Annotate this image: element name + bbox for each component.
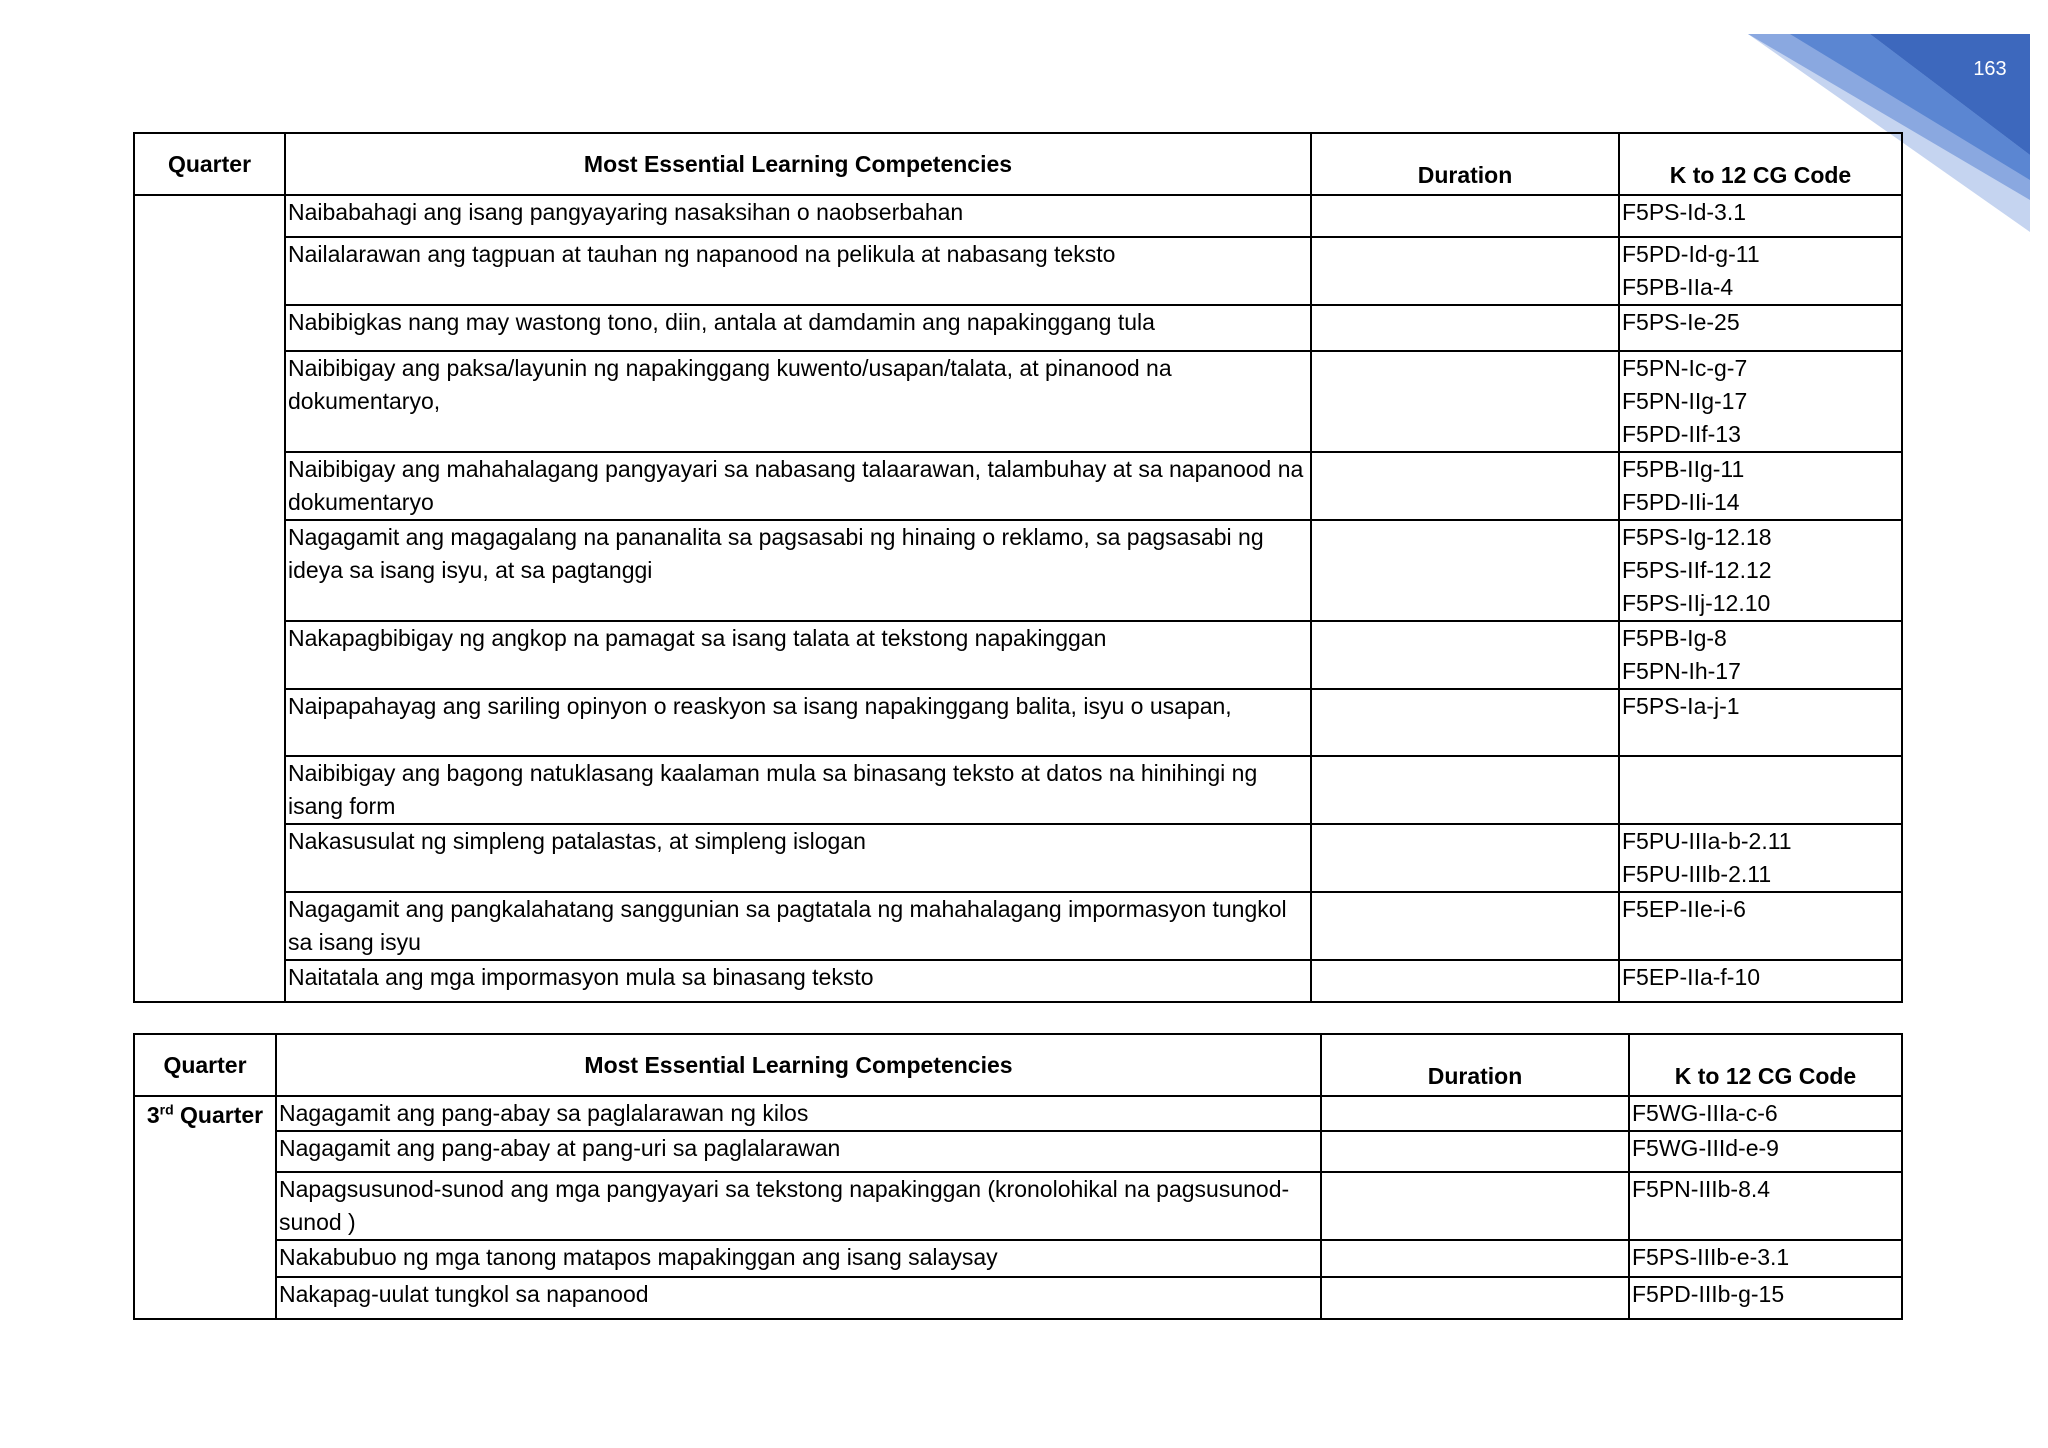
cg-code: F5PS-Ie-25 — [1622, 309, 1740, 335]
duration-cell — [1321, 1172, 1629, 1240]
table-row — [134, 1131, 1902, 1172]
table-row — [134, 520, 1902, 621]
table-row — [134, 351, 1902, 452]
duration-cell — [1311, 452, 1619, 520]
code-cell — [1619, 824, 1902, 892]
cg-code: F5PS-Ig-12.18 — [1622, 524, 1772, 550]
table-row — [134, 960, 1902, 1002]
competency-cell: Nagagamit ang pang-abay at pang-uri sa paglalarawan — [276, 1131, 1321, 1172]
table-row — [134, 1240, 1902, 1277]
duration-cell — [1311, 689, 1619, 756]
table-row — [134, 756, 1902, 824]
competency-cell: Naibibigay ang mahahalagang pangyayari sa nabasang talaarawan, talambuhay at sa napanood na dokumentaryo — [285, 452, 1311, 520]
cg-code: F5PU-IIIb-2.11 — [1622, 861, 1772, 887]
table-row — [134, 824, 1902, 892]
duration-cell — [1311, 621, 1619, 689]
cg-code: F5PS-IIf-12.12 — [1622, 557, 1772, 583]
table-row — [134, 195, 1902, 237]
cg-code: F5PD-Id-g-11 — [1622, 241, 1760, 267]
header-duration: Duration — [1321, 1034, 1629, 1096]
code-cell — [1619, 305, 1902, 351]
competency-cell: Nakabubuo ng mga tanong matapos mapakinggan ang isang salaysay — [276, 1240, 1321, 1277]
cg-code: F5PD-IIIb-g-15 — [1632, 1281, 1785, 1307]
code-cell — [1619, 520, 1902, 621]
duration-cell — [1311, 195, 1619, 237]
header-duration: Duration — [1311, 133, 1619, 195]
duration-cell — [1321, 1277, 1629, 1319]
cg-code: F5PS-IIj-12.10 — [1622, 590, 1771, 616]
code-cell — [1629, 1240, 1902, 1277]
cg-code: F5PS-Ia-j-1 — [1622, 693, 1740, 719]
quarter-cell — [134, 195, 285, 1002]
code-cell — [1619, 621, 1902, 689]
competency-cell: Nagagamit ang magagalang na pananalita sa pagsasabi ng hinaing o reklamo, sa pagsasabi ng ideya sa isang isyu, at sa pagtanggi — [285, 520, 1311, 621]
table-row — [134, 1172, 1902, 1240]
competency-cell: Naibibigay ang paksa/layunin ng napakinggang kuwento/usapan/talata, at pinanood na dokumentaryo, — [285, 351, 1311, 452]
competency-cell: Naibabahagi ang isang pangyayaring nasaksihan o naobserbahan — [285, 195, 1311, 237]
competency-cell: Nabibigkas nang may wastong tono, diin, antala at damdamin ang napakinggang tula — [285, 305, 1311, 351]
competency-cell: Nakapagbibigay ng angkop na pamagat sa isang talata at tekstong napakinggan — [285, 621, 1311, 689]
duration-cell — [1311, 520, 1619, 621]
competency-cell: Nagagamit ang pang-abay sa paglalarawan ng kilos — [276, 1096, 1321, 1131]
table-row — [134, 452, 1902, 520]
competency-cell: Naibibigay ang bagong natuklasang kaalaman mula sa binasang teksto at datos na hinihingi ng isang form — [285, 756, 1311, 824]
competency-cell: Naipapahayag ang sariling opinyon o reaskyon sa isang napakinggang balita, isyu o usapan, — [285, 689, 1311, 756]
table-row — [134, 892, 1902, 960]
cg-code: F5WG-IIIa-c-6 — [1632, 1100, 1778, 1126]
code-cell — [1619, 452, 1902, 520]
duration-cell — [1321, 1131, 1629, 1172]
code-cell — [1629, 1277, 1902, 1319]
duration-cell — [1311, 892, 1619, 960]
quarter-cell — [134, 1096, 276, 1319]
code-cell — [1619, 195, 1902, 237]
quarter-ordinal-suffix: rd — [159, 1101, 174, 1118]
duration-cell — [1311, 351, 1619, 452]
table-header-row — [134, 1034, 1902, 1096]
header-competencies: Most Essential Learning Competencies — [285, 133, 1311, 195]
cg-code: F5PU-IIIa-b-2.11 — [1622, 828, 1792, 854]
competency-cell: Nagagamit ang pangkalahatang sanggunian sa pagtatala ng mahahalagang impormasyon tungkol sa isang isyu — [285, 892, 1311, 960]
duration-cell — [1321, 1096, 1629, 1131]
cg-code: F5PS-Id-3.1 — [1622, 199, 1746, 225]
cg-code: F5PS-IIIb-e-3.1 — [1632, 1244, 1790, 1270]
code-cell — [1619, 756, 1902, 824]
duration-cell — [1311, 756, 1619, 824]
code-cell — [1619, 237, 1902, 305]
cg-code: F5PN-Ic-g-7 — [1622, 355, 1748, 381]
cg-code: F5PB-Ig-8 — [1622, 625, 1727, 651]
header-quarter: Quarter — [134, 133, 285, 195]
cg-code: F5EP-IIe-i-6 — [1622, 896, 1746, 922]
code-cell — [1619, 689, 1902, 756]
competency-table-1 — [133, 132, 1903, 1003]
table-row — [134, 1277, 1902, 1319]
cg-code: F5EP-IIa-f-10 — [1622, 964, 1761, 990]
competency-cell: Nakasusulat ng simpleng patalastas, at simpleng islogan — [285, 824, 1311, 892]
duration-cell — [1311, 237, 1619, 305]
competency-cell: Napagsusunod-sunod ang mga pangyayari sa tekstong napakinggan (kronolohikal na pagsusunod-sunod ) — [276, 1172, 1321, 1240]
table-row — [134, 689, 1902, 756]
code-cell — [1619, 960, 1902, 1002]
page-number: 163 — [1973, 58, 2007, 80]
cg-code: F5PB-IIa-4 — [1622, 274, 1734, 300]
cg-code: F5WG-IIId-e-9 — [1632, 1135, 1779, 1161]
header-quarter: Quarter — [134, 1034, 276, 1096]
code-cell — [1629, 1131, 1902, 1172]
cg-code: F5PD-IIi-14 — [1622, 489, 1740, 515]
cg-code: F5PD-IIf-13 — [1622, 421, 1741, 447]
competency-cell: Nakapag-uulat tungkol sa napanood — [276, 1277, 1321, 1319]
competency-table-2 — [133, 1033, 1903, 1320]
duration-cell — [1321, 1240, 1629, 1277]
cg-code: F5PN-IIIb-8.4 — [1632, 1176, 1771, 1202]
header-competencies: Most Essential Learning Competencies — [276, 1034, 1321, 1096]
table-row — [134, 305, 1902, 351]
quarter-word: Quarter — [173, 1102, 264, 1128]
table-header-row — [134, 133, 1902, 195]
code-cell — [1629, 1096, 1902, 1131]
duration-cell — [1311, 960, 1619, 1002]
cg-code: F5PN-IIg-17 — [1622, 388, 1748, 414]
quarter-number: 3 — [146, 1102, 160, 1128]
header-code: K to 12 CG Code — [1629, 1034, 1902, 1096]
table-row — [134, 621, 1902, 689]
duration-cell — [1311, 305, 1619, 351]
competency-cell: Nailalarawan ang tagpuan at tauhan ng napanood na pelikula at nabasang teksto — [285, 237, 1311, 305]
cg-code: F5PB-IIg-11 — [1622, 456, 1745, 482]
code-cell — [1629, 1172, 1902, 1240]
table-row — [134, 237, 1902, 305]
competency-cell: Naitatala ang mga impormasyon mula sa binasang teksto — [285, 960, 1311, 1002]
cg-code: F5PN-Ih-17 — [1622, 658, 1741, 684]
code-cell — [1619, 351, 1902, 452]
header-code: K to 12 CG Code — [1619, 133, 1902, 195]
code-cell — [1619, 892, 1902, 960]
duration-cell — [1311, 824, 1619, 892]
table-row — [134, 1096, 1902, 1131]
